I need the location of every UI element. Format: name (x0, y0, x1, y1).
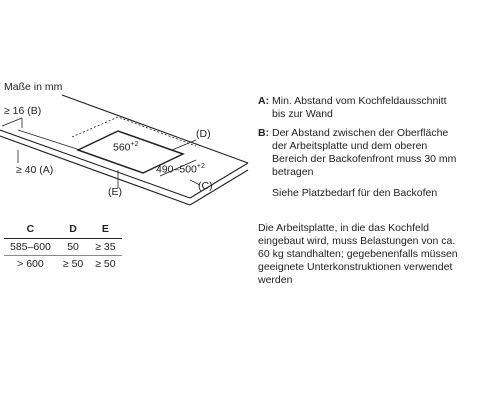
depth-label: $490-500^{+2}$ (156, 163, 205, 176)
table-cell: 585–600 (4, 239, 57, 256)
note-b-line: betragen (272, 166, 314, 178)
table-row (4, 239, 122, 256)
note-a-text: Min. Abstand vom Kochfeldausschnitt (272, 95, 447, 107)
dimension-table (4, 223, 122, 272)
load-note-line: geeignete Unterkonstruktionen verwendet (258, 261, 453, 273)
table-cell: ≥ 35 (89, 239, 121, 256)
note-b-key: B: (258, 127, 270, 139)
b-dimension-label: ≥ 16 (B) (4, 105, 42, 117)
b-dimension-line (2, 118, 22, 126)
measurements-heading: Maße in mm (4, 81, 63, 93)
load-note-line: werden (258, 274, 293, 286)
col-header-c: C (4, 223, 57, 239)
e-label: (E) (108, 186, 122, 198)
note-a-text-2: bis zur Wand (272, 108, 333, 120)
worktop-back-edge (62, 95, 248, 163)
note-a (258, 95, 447, 121)
d-label: (D) (196, 128, 211, 140)
table-cell: > 600 (17, 258, 44, 270)
load-note (258, 222, 458, 287)
load-note-line: Die Arbeitsplatte, in die das Kochfeld (258, 222, 430, 234)
note-b-line: der Arbeitsplatte und dem oberen (272, 140, 428, 152)
c-label: (C) (198, 180, 213, 192)
load-note-line: 60 kg standhalten; gegebenenfalls müssen (258, 248, 458, 260)
table-cell: ≥ 50 (95, 258, 116, 270)
a-dimension-label: ≥ 40 (A) (16, 164, 54, 176)
table-cell: 50 (57, 239, 89, 256)
width-label: $560^{+2}$ (113, 141, 139, 154)
note-a-key: A: (258, 95, 270, 107)
note-b (258, 127, 456, 179)
table-row (4, 256, 122, 273)
col-header-d: D (57, 223, 89, 239)
table-cell: ≥ 50 (62, 258, 84, 270)
oven-reference: Siehe Platzbedarf für den Backofen (272, 187, 438, 199)
col-header-e: E (89, 223, 121, 239)
load-note-line: eingebaut wird, muss Belastungen von ca. (258, 235, 456, 247)
note-b-line: Der Abstand zwischen der Oberfläche (272, 127, 449, 139)
note-b-line: Bereich der Backofenfront muss 30 mm (272, 153, 457, 165)
